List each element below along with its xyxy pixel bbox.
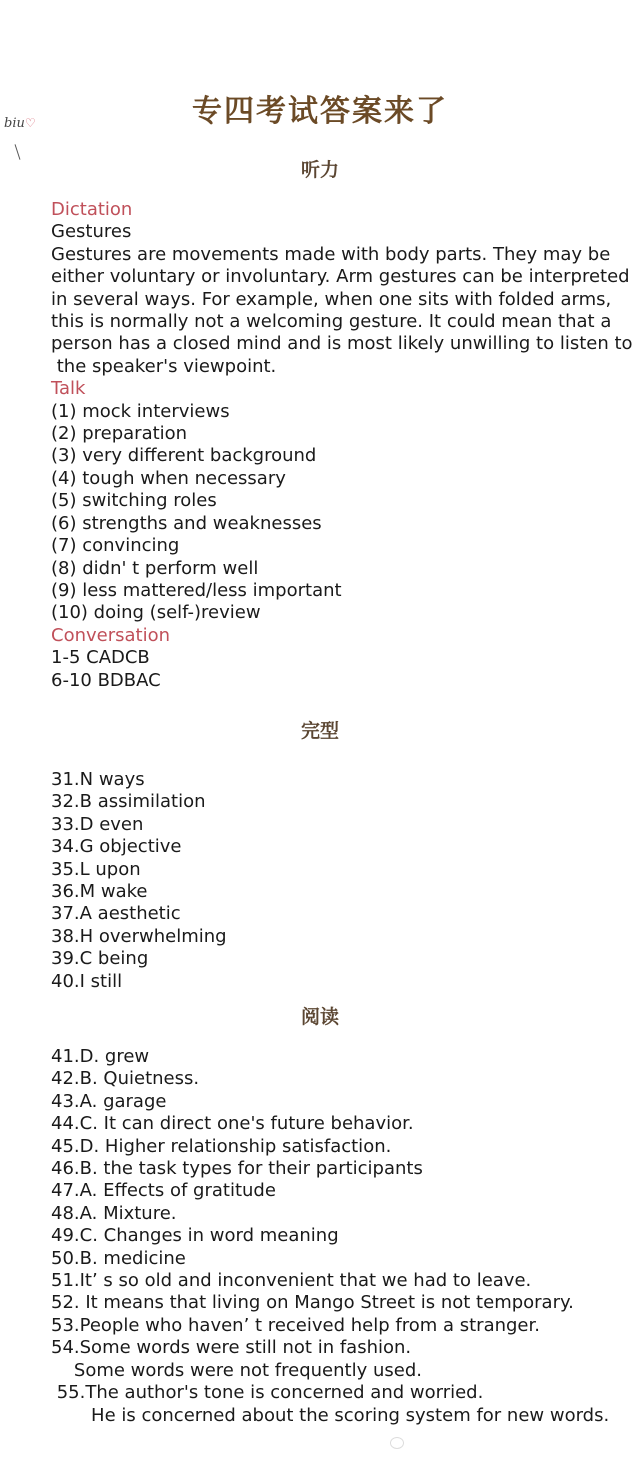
- reading-item: 43.A. garage: [51, 1090, 167, 1112]
- watermark: [390, 1436, 408, 1449]
- cloze-item: 38.H overwhelming: [51, 925, 227, 947]
- reading-item: He is concerned about the scoring system for new words.: [51, 1404, 610, 1426]
- section-heading-listening: 听力: [300, 159, 339, 181]
- talk-item: (3) very different background: [51, 445, 317, 467]
- dictation-line: the speaker's viewpoint.: [51, 355, 277, 377]
- reading-list: [51, 1046, 621, 1427]
- conversation-item: 1-5 CADCB: [51, 647, 150, 669]
- dictation-line: Gestures: [51, 221, 132, 243]
- reading-item: 48.A. Mixture.: [51, 1202, 177, 1224]
- reading-item: Some words were not frequently used.: [51, 1359, 422, 1381]
- dictation-label: Dictation: [51, 199, 133, 220]
- cloze-item: 31.N ways: [51, 769, 145, 790]
- cloze-item: 37.A aesthetic: [51, 903, 181, 925]
- reading-item: 46.B. the task types for their participants: [51, 1158, 423, 1180]
- reading-item: 49.C. Changes in word meaning: [51, 1225, 339, 1247]
- watermark-logo-icon: [390, 1437, 404, 1449]
- talk-list: [51, 401, 621, 625]
- reading-item: 52. It means that living on Mango Street is not temporary.: [51, 1292, 574, 1314]
- talk-item: (7) convincing: [51, 535, 180, 557]
- reading-item: 45.D. Higher relationship satisfaction.: [51, 1135, 392, 1157]
- reading-item: 55.The author's tone is concerned and worried.: [51, 1382, 484, 1404]
- reading-item: 51.It’ s so old and inconvenient that we had to leave.: [51, 1270, 532, 1292]
- cloze-item: 34.G objective: [51, 836, 182, 858]
- doodle-text: biu: [4, 116, 25, 131]
- page-title: 专四考试答案来了: [192, 94, 448, 129]
- reading-item: 44.C. It can direct one's future behavior.: [51, 1113, 414, 1135]
- section-heading-cloze: 完型: [300, 720, 339, 742]
- conversation-item: 6-10 BDBAC: [51, 669, 161, 691]
- talk-item: (5) switching roles: [51, 490, 217, 512]
- reading-item: 47.A. Effects of gratitude: [51, 1180, 276, 1202]
- conversation-label: Conversation: [51, 624, 171, 646]
- reading-item: 42.B. Quietness.: [51, 1068, 200, 1090]
- handwritten-doodle: [4, 116, 36, 131]
- cloze-item: 36.M wake: [51, 881, 148, 903]
- talk-item: (2) preparation: [51, 423, 188, 445]
- talk-item: (10) doing (self-)review: [51, 602, 261, 624]
- section-heading-reading: 阅读: [300, 1006, 339, 1028]
- cloze-item: 35.L upon: [51, 858, 141, 880]
- talk-item: (6) strengths and weaknesses: [51, 512, 322, 534]
- dictation-line: Gestures are movements made with body parts. They may be: [51, 243, 611, 265]
- listening-block: [51, 199, 633, 692]
- cloze-item: 40.I still: [51, 970, 123, 992]
- conversation-list: [51, 647, 621, 692]
- cloze-item: 32.B assimilation: [51, 791, 206, 813]
- reading-item: 41.D. grew: [51, 1046, 150, 1067]
- reading-item: 54.Some words were still not in fashion.: [51, 1337, 412, 1359]
- dictation-line: this is normally not a welcoming gesture. It could mean that a: [51, 311, 612, 333]
- talk-label: Talk: [51, 378, 86, 400]
- dictation-line: person has a closed mind and is most likely unwilling to listen to: [51, 333, 633, 355]
- cloze-item: 33.D even: [51, 813, 144, 835]
- heart-icon: ♡: [24, 116, 36, 130]
- dictation-line: in several ways. For example, when one sits with folded arms,: [51, 288, 612, 310]
- talk-item: (8) didn' t perform well: [51, 557, 259, 579]
- dictation-line: either voluntary or involuntary. Arm gestures can be interpreted: [51, 266, 630, 288]
- talk-item: (4) tough when necessary: [51, 467, 286, 489]
- talk-item: (9) less mattered/less important: [51, 579, 342, 601]
- dictation-text: [51, 221, 633, 378]
- cloze-item: 39.C being: [51, 948, 149, 970]
- talk-item: (1) mock interviews: [51, 400, 230, 422]
- reading-item: 53.People who haven’ t received help from a stranger.: [51, 1314, 540, 1336]
- cloze-list: [51, 769, 621, 993]
- reading-item: 50.B. medicine: [51, 1247, 186, 1269]
